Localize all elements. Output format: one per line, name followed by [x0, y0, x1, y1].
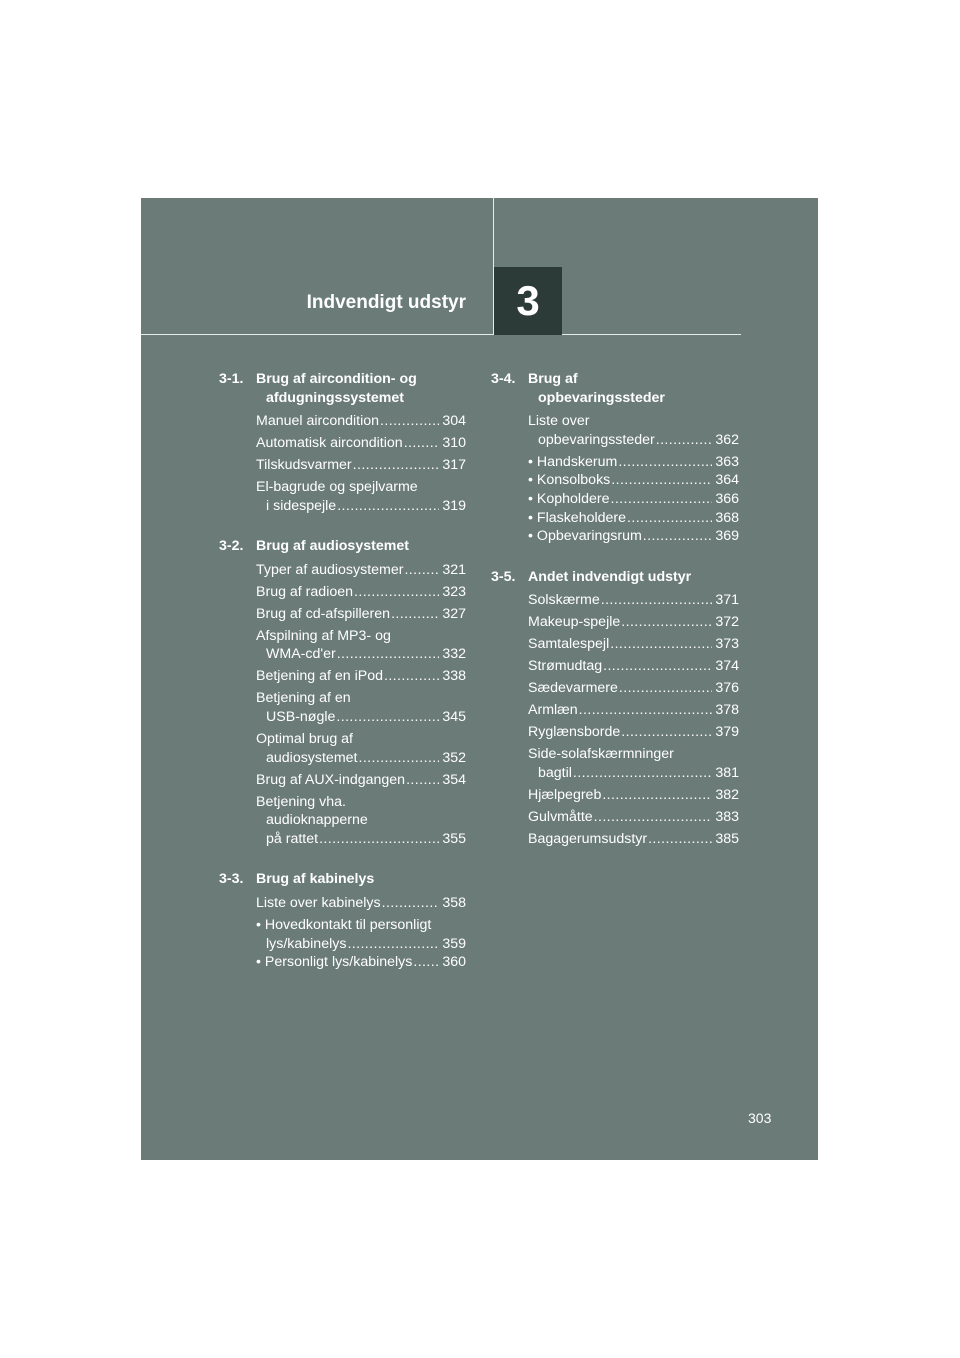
- entry-leader-row: [256, 935, 466, 954]
- dot-leader: [643, 527, 713, 546]
- dot-leader: [337, 497, 439, 516]
- toc-entry[interactable]: [528, 613, 739, 632]
- entry-text-line: Brug af AUX-indgangen: [256, 771, 406, 788]
- entry-leader-row: [256, 456, 466, 475]
- entry-page-number: 355: [442, 830, 466, 847]
- entry-page-number: 378: [715, 702, 739, 719]
- dot-leader: [404, 434, 440, 453]
- toc-entry[interactable]: [528, 509, 739, 528]
- dot-leader: [354, 583, 439, 602]
- section-number: 3-4.: [491, 371, 516, 387]
- entry-page-number: 345: [442, 709, 466, 726]
- entry-text-line: • Opbevaringsrum: [528, 528, 642, 545]
- toc-entry[interactable]: [256, 667, 466, 686]
- section-title-line: afdugningssystemet: [266, 389, 404, 406]
- chapter-number-box: [494, 267, 562, 335]
- entry-text-line: Liste over kabinelys: [256, 894, 381, 911]
- toc-entry[interactable]: [528, 679, 739, 698]
- section-title: [256, 870, 466, 889]
- entry-text-line: Bagagerumsudstyr: [528, 830, 648, 847]
- entry-page-number: 310: [442, 435, 466, 452]
- entry-text-line: audiosystemet: [266, 749, 358, 766]
- entry-page-number: 363: [715, 453, 739, 470]
- entry-text-line: WMA-cd'er: [266, 646, 336, 663]
- entry-page-number: 317: [442, 457, 466, 474]
- dot-leader: [594, 808, 713, 827]
- entry-text-line: Typer af audiosystemer: [256, 561, 404, 578]
- dot-leader: [319, 830, 439, 849]
- dot-leader: [391, 605, 439, 624]
- entry-text-line: Makeup-spejle: [528, 614, 621, 631]
- entry-text-line: audioknapperne: [266, 812, 368, 829]
- toc-entry[interactable]: [528, 591, 739, 610]
- dot-leader: [610, 635, 712, 654]
- entry-page-number: 352: [442, 749, 466, 766]
- section-number: 3-5.: [491, 568, 516, 585]
- section-heading[interactable]: [491, 370, 739, 407]
- entry-page-number: 382: [715, 786, 739, 803]
- toc-entry[interactable]: [256, 916, 466, 953]
- dot-leader: [380, 412, 439, 431]
- entry-leader-row: [256, 412, 466, 431]
- toc-section: [491, 568, 739, 849]
- entry-page-number: 379: [715, 724, 739, 741]
- entry-leader-row: [528, 723, 739, 742]
- dot-leader: [656, 431, 713, 450]
- section-title: [256, 537, 466, 556]
- dot-leader: [579, 701, 713, 720]
- entry-leader-row: [256, 645, 466, 664]
- dot-leader: [602, 786, 712, 805]
- entry-page-number: 354: [442, 771, 466, 788]
- entry-text-line: opbevaringssteder: [538, 431, 655, 448]
- toc-entry[interactable]: [256, 730, 466, 767]
- entry-leader-row: [256, 434, 466, 453]
- entry-page-number: 332: [442, 646, 466, 663]
- entry-text-line: Armlæn: [528, 702, 578, 719]
- entry-text-line: Manuel aircondition: [256, 413, 380, 430]
- entry-leader-row: [528, 591, 739, 610]
- section-title: [256, 370, 466, 407]
- entry-page-number: 381: [715, 764, 739, 781]
- dot-leader: [603, 657, 712, 676]
- entry-text-line: • Handskerum: [528, 453, 618, 470]
- entry-page-number: 321: [442, 561, 466, 578]
- entry-page-number: 376: [715, 680, 739, 697]
- entry-text-line: Automatisk aircondition: [256, 435, 403, 452]
- dot-leader: [621, 723, 712, 742]
- entry-leader-row: [528, 490, 739, 509]
- entry-page-number: 374: [715, 658, 739, 675]
- entry-text-line: Samtalespejl: [528, 636, 610, 653]
- section-title-line: Brug af: [528, 371, 578, 387]
- entry-page-number: 373: [715, 636, 739, 653]
- section-heading[interactable]: [491, 568, 739, 587]
- entry-text-line: • Personligt lys/kabinelys: [256, 954, 413, 971]
- dot-leader: [627, 509, 712, 528]
- entry-page-number: 366: [715, 490, 739, 507]
- entry-leader-row: [528, 808, 739, 827]
- dot-leader: [610, 490, 712, 509]
- toc-column-left: [219, 370, 466, 994]
- toc-entry[interactable]: [528, 527, 739, 546]
- entry-leader-row: [528, 830, 739, 849]
- toc-entry[interactable]: [256, 456, 466, 475]
- entry-text-line: Betjening af en: [256, 690, 351, 707]
- dot-leader: [621, 613, 712, 632]
- entry-leader-row: [528, 613, 739, 632]
- toc-column-right: [491, 370, 739, 870]
- toc-section: [219, 870, 466, 971]
- chapter-title: Indvendigt udstyr: [306, 292, 466, 313]
- dot-leader: [406, 771, 439, 790]
- entry-leader-row: [256, 605, 466, 624]
- entry-page-number: 369: [715, 528, 739, 545]
- toc-section: [219, 370, 466, 515]
- entry-text-line: Sædevarmere: [528, 680, 618, 697]
- toc-entry[interactable]: [256, 771, 466, 790]
- toc-entry[interactable]: [528, 657, 739, 676]
- dot-leader: [358, 749, 439, 768]
- toc-entry[interactable]: [256, 627, 466, 664]
- toc-entry[interactable]: [528, 830, 739, 849]
- toc-entry[interactable]: [256, 412, 466, 431]
- entry-page-number: 327: [442, 605, 466, 622]
- entry-text-line: bagtil: [538, 764, 572, 781]
- toc-entry[interactable]: [528, 490, 739, 509]
- toc-entry[interactable]: [256, 689, 466, 726]
- section-heading[interactable]: [219, 870, 466, 889]
- entry-leader-row: [528, 431, 739, 450]
- section-entries: [219, 412, 466, 515]
- toc-entry[interactable]: [256, 605, 466, 624]
- entry-text-line: • Flaskeholdere: [528, 509, 627, 526]
- entry-leader-row: [528, 679, 739, 698]
- section-title-line: Brug af aircondition- og: [256, 371, 417, 387]
- section-entries: [491, 591, 739, 848]
- entry-leader-row: [256, 749, 466, 768]
- entry-text-line: i sidespejle: [266, 497, 337, 514]
- entry-text-line: • Kopholdere: [528, 490, 610, 507]
- entry-leader-row: [528, 453, 739, 472]
- dot-leader: [601, 591, 713, 610]
- dot-leader: [404, 561, 439, 580]
- dot-leader: [573, 764, 712, 783]
- dot-leader: [353, 456, 440, 475]
- dot-leader: [337, 645, 440, 664]
- toc-entry[interactable]: [256, 793, 466, 849]
- toc-section: [491, 370, 739, 546]
- entry-leader-row: [256, 894, 466, 913]
- entry-text-line: • Konsolboks: [528, 472, 611, 489]
- dot-leader: [382, 894, 440, 913]
- section-title: [528, 370, 739, 407]
- entry-text-line: Optimal brug af: [256, 731, 353, 748]
- entry-text-line: Solskærme: [528, 592, 600, 609]
- entry-leader-row: [528, 509, 739, 528]
- toc-entry[interactable]: [256, 561, 466, 580]
- entry-leader-row: [528, 527, 739, 546]
- entry-text-line: lys/kabinelys: [266, 935, 347, 952]
- section-title-line: Brug af kabinelys: [256, 871, 375, 888]
- toc-entry[interactable]: [256, 434, 466, 453]
- entry-text-line: Betjening af en iPod: [256, 668, 383, 685]
- entry-leader-row: [256, 583, 466, 602]
- entry-text-line: Gulvmåtte: [528, 808, 593, 825]
- toc-entry[interactable]: [528, 723, 739, 742]
- section-heading[interactable]: [219, 537, 466, 556]
- toc-entry[interactable]: [528, 701, 739, 720]
- toc-entry[interactable]: [528, 453, 739, 472]
- section-number: 3-3.: [219, 871, 244, 888]
- entry-page-number: 319: [442, 497, 466, 514]
- section-number: 3-2.: [219, 538, 244, 555]
- entry-page-number: 338: [442, 668, 466, 685]
- entry-text-line: USB-nøgle: [266, 709, 336, 726]
- entry-leader-row: [256, 708, 466, 727]
- entry-page-number: 323: [442, 583, 466, 600]
- toc-entry[interactable]: [528, 471, 739, 490]
- entry-leader-row: [528, 471, 739, 490]
- entry-text-line: Side-solafskærmninger: [528, 746, 674, 763]
- entry-text-line: Liste over: [528, 413, 590, 430]
- dot-leader: [336, 708, 439, 727]
- entry-text-line: Strømudtag: [528, 658, 603, 675]
- toc-entry[interactable]: [528, 635, 739, 654]
- entry-leader-row: [256, 771, 466, 790]
- entry-leader-row: [256, 830, 466, 849]
- dot-leader: [618, 453, 712, 472]
- entry-text-line: • Hovedkontakt til personligt: [256, 916, 432, 933]
- dot-leader: [413, 953, 439, 972]
- section-entries: [219, 894, 466, 972]
- entry-page-number: 372: [715, 614, 739, 631]
- toc-section: [219, 537, 466, 848]
- page-number: 303: [748, 1110, 772, 1126]
- entry-page-number: 385: [715, 830, 739, 847]
- dot-leader: [611, 471, 712, 490]
- section-number: 3-1.: [219, 371, 244, 387]
- entry-text-line: Brug af cd-afspilleren: [256, 605, 391, 622]
- entry-page-number: 360: [442, 954, 466, 971]
- toc-entry[interactable]: [528, 412, 739, 449]
- entry-page-number: 383: [715, 808, 739, 825]
- entry-page-number: 371: [715, 592, 739, 609]
- section-title: [528, 568, 739, 587]
- dot-leader: [384, 667, 439, 686]
- section-title-line: Andet indvendigt udstyr: [528, 568, 692, 585]
- dot-leader: [648, 830, 712, 849]
- entry-text-line: Afspilning af MP3- og: [256, 627, 391, 644]
- entry-leader-row: [528, 657, 739, 676]
- toc-entry[interactable]: [528, 786, 739, 805]
- toc-entry[interactable]: [256, 583, 466, 602]
- section-title-line: opbevaringssteder: [538, 389, 665, 406]
- entry-text-line: Brug af radioen: [256, 583, 354, 600]
- entry-page-number: 362: [715, 431, 739, 448]
- toc-entry[interactable]: [528, 808, 739, 827]
- entry-text-line: Tilskudsvarmer: [256, 457, 352, 474]
- entry-text-line: på rattet: [266, 830, 319, 847]
- entry-leader-row: [256, 667, 466, 686]
- entry-leader-row: [528, 701, 739, 720]
- header-horizontal-rule: [141, 334, 741, 335]
- entry-leader-row: [528, 764, 739, 783]
- entry-page-number: 364: [715, 472, 739, 489]
- entry-text-line: El-bagrude og spejlvarme: [256, 479, 418, 496]
- entry-text-line: Ryglænsborde: [528, 724, 621, 741]
- entry-text-line: Hjælpegreb: [528, 786, 602, 803]
- section-entries: [491, 412, 739, 546]
- toc-entry[interactable]: [256, 894, 466, 913]
- entry-page-number: 359: [442, 935, 466, 952]
- section-title-line: Brug af audiosystemet: [256, 538, 409, 555]
- entry-page-number: 368: [715, 509, 739, 526]
- toc-entry[interactable]: [256, 478, 466, 515]
- toc-entry[interactable]: [256, 953, 466, 972]
- section-entries: [219, 561, 466, 848]
- dot-leader: [619, 679, 712, 698]
- entry-page-number: 304: [442, 413, 466, 430]
- entry-text-line: Betjening vha.: [256, 793, 346, 810]
- entry-leader-row: [528, 786, 739, 805]
- entry-leader-row: [256, 497, 466, 516]
- dot-leader: [347, 935, 439, 954]
- entry-page-number: 358: [442, 894, 466, 911]
- toc-entry[interactable]: [528, 745, 739, 782]
- entry-leader-row: [256, 561, 466, 580]
- section-heading[interactable]: [219, 370, 466, 407]
- entry-leader-row: [528, 635, 739, 654]
- chapter-number: 3: [516, 277, 540, 324]
- entry-leader-row: [256, 953, 466, 972]
